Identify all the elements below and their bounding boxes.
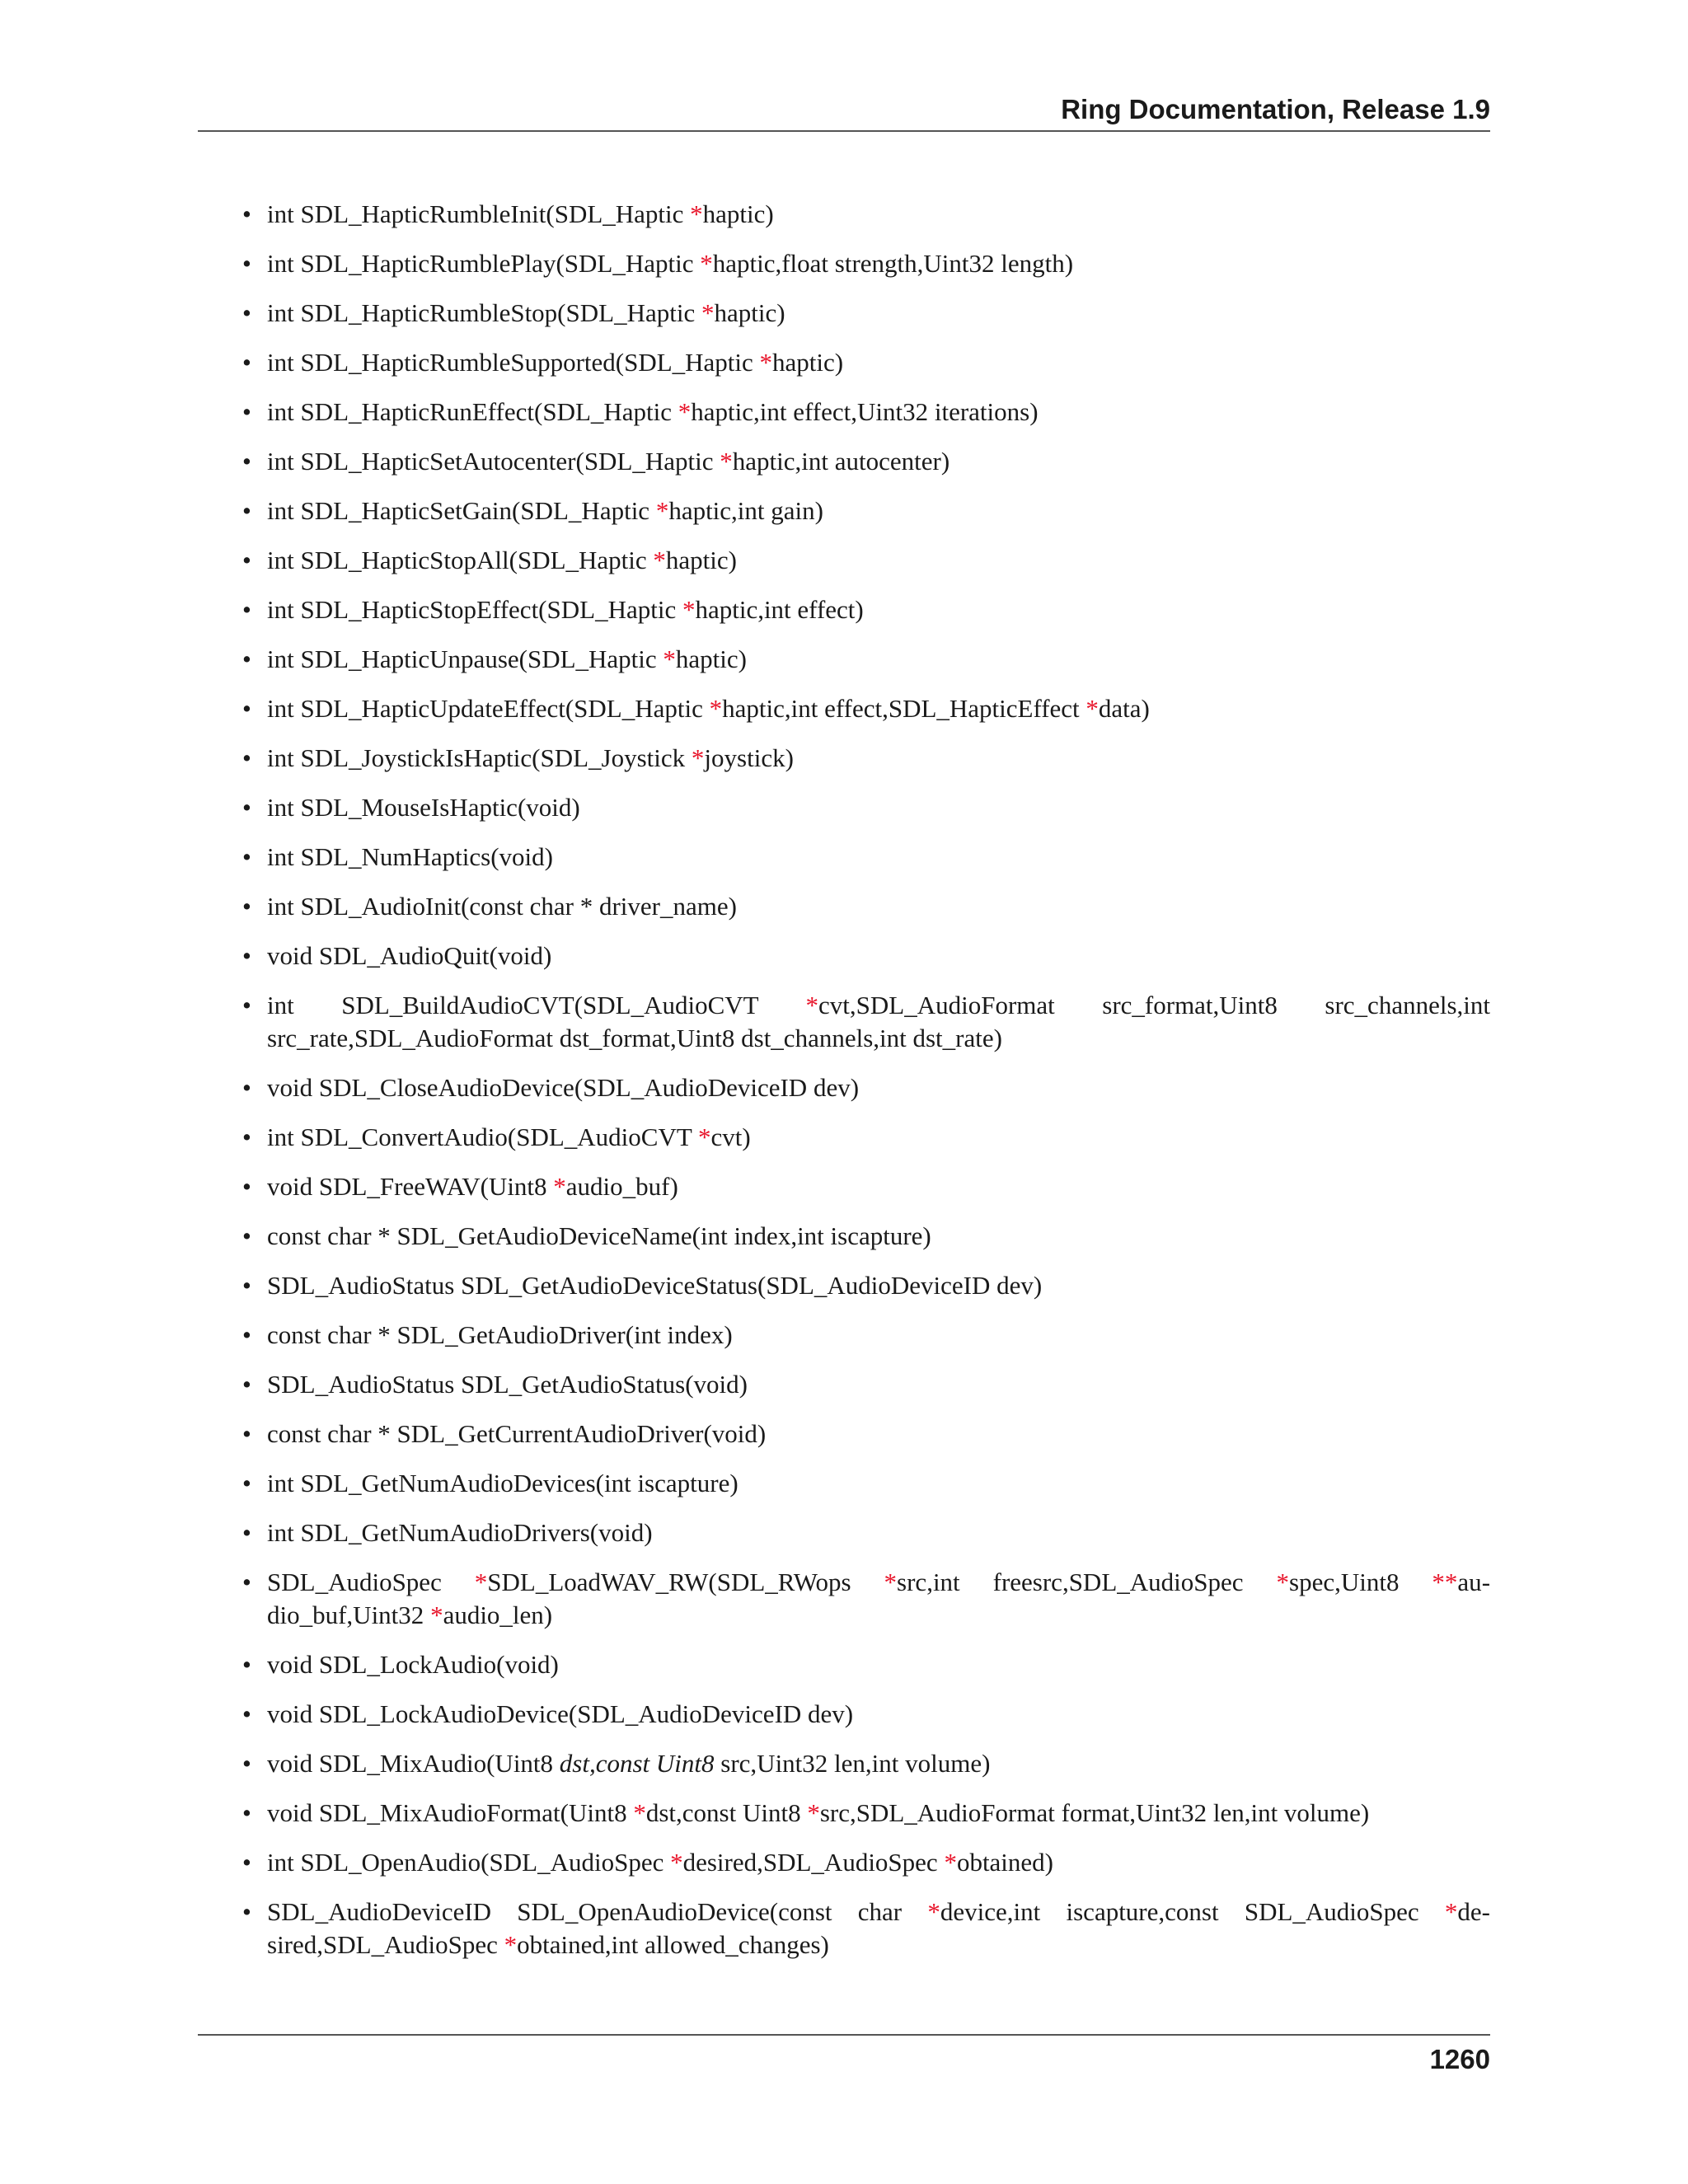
pointer-asterisk: * <box>690 199 703 228</box>
signature-text: haptic,int effect,Uint32 iterations) <box>691 397 1039 426</box>
pointer-asterisk: * <box>807 1798 820 1827</box>
list-item <box>242 1269 1490 1302</box>
signature-text: haptic) <box>714 298 785 327</box>
signature-text: const char * SDL_GetAudioDeviceName(int index,int iscapture) <box>267 1221 931 1250</box>
signature-text: src,Uint32 len,int volume) <box>714 1749 991 1778</box>
pointer-asterisk: * <box>553 1172 566 1201</box>
list-item <box>242 1170 1490 1203</box>
italic-text: dst,const Uint8 <box>559 1749 715 1778</box>
signature-text: haptic,int autocenter) <box>732 447 950 476</box>
pointer-asterisk: * <box>653 546 666 574</box>
signature-text: device,int iscapture,const SDL_AudioSpec <box>940 1897 1445 1926</box>
pointer-asterisk: * <box>678 397 692 426</box>
list-item <box>242 1896 1490 1961</box>
list-item <box>242 791 1490 824</box>
signature-text: audio_buf) <box>565 1172 678 1201</box>
list-item <box>242 1797 1490 1830</box>
pointer-asterisk: * <box>927 1897 940 1926</box>
signature-text: const char * SDL_GetAudioDriver(int index) <box>267 1320 733 1349</box>
pointer-asterisk: * <box>1085 694 1099 723</box>
signature-text: int SDL_HapticRumbleStop(SDL_Haptic <box>267 298 701 327</box>
signature-text: SDL_AudioStatus SDL_GetAudioDeviceStatus(SDL_AudioDeviceID dev) <box>267 1271 1043 1300</box>
pointer-asterisk: * <box>759 348 773 377</box>
signature-text: int SDL_HapticSetAutocenter(SDL_Haptic <box>267 447 720 476</box>
pointer-asterisk: * <box>1444 1897 1458 1926</box>
pointer-asterisk: * <box>884 1568 898 1596</box>
signature-text: SDL_AudioStatus SDL_GetAudioStatus(void) <box>267 1370 748 1399</box>
signature-text: int SDL_AudioInit(const char * driver_name) <box>267 892 737 921</box>
pointer-asterisk: * <box>701 298 715 327</box>
list-item <box>242 1698 1490 1731</box>
signature-text: int SDL_HapticRumbleInit(SDL_Haptic <box>267 199 691 228</box>
signature-text: obtained) <box>956 1848 1054 1877</box>
api-function-list <box>242 198 1490 1978</box>
page-header-title: Ring Documentation, Release 1.9 <box>1061 94 1490 124</box>
signature-text: void SDL_LockAudio(void) <box>267 1650 559 1679</box>
signature-text: void SDL_AudioQuit(void) <box>267 941 552 970</box>
list-item <box>242 1566 1490 1632</box>
list-item <box>242 692 1490 725</box>
header-rule <box>198 130 1490 132</box>
list-item <box>242 1747 1490 1780</box>
list-item <box>242 445 1490 478</box>
pointer-asterisk: * <box>698 1122 711 1151</box>
signature-text: haptic,int effect,SDL_HapticEffect <box>722 694 1086 723</box>
signature-text: obtained,int allowed_changes) <box>517 1930 829 1959</box>
signature-text: void SDL_MixAudio(Uint8 <box>267 1749 560 1778</box>
list-item <box>242 1319 1490 1352</box>
footer-rule <box>198 2034 1490 2036</box>
pointer-asterisk: * <box>691 743 705 772</box>
pointer-asterisk: * <box>700 249 713 278</box>
signature-text: int SDL_HapticStopAll(SDL_Haptic <box>267 546 654 574</box>
list-item <box>242 544 1490 577</box>
signature-text: int SDL_NumHaptics(void) <box>267 842 553 871</box>
pointer-asterisk: * <box>805 991 819 1019</box>
signature-text: spec,Uint8 <box>1289 1568 1432 1596</box>
signature-text: int SDL_HapticSetGain(SDL_Haptic <box>267 496 656 525</box>
signature-text: desired,SDL_AudioSpec <box>267 1897 1490 1959</box>
signature-text: cvt) <box>710 1122 751 1151</box>
signature-text: audio_len) <box>443 1601 553 1629</box>
signature-text: void SDL_CloseAudioDevice(SDL_AudioDeviceID dev) <box>267 1073 860 1102</box>
list-item <box>242 297 1490 330</box>
signature-text: haptic,int gain) <box>668 496 823 525</box>
list-item <box>242 593 1490 626</box>
list-item <box>242 247 1490 280</box>
signature-text: data) <box>1098 694 1150 723</box>
signature-text: int SDL_JoystickIsHaptic(SDL_Joystick <box>267 743 692 772</box>
list-item <box>242 346 1490 379</box>
pointer-asterisk: * <box>709 694 723 723</box>
list-item <box>242 1846 1490 1879</box>
pointer-asterisk: * <box>633 1798 646 1827</box>
signature-text: const char * SDL_GetCurrentAudioDriver(void) <box>267 1419 767 1448</box>
signature-text: SDL_AudioSpec <box>267 1568 475 1596</box>
signature-text: void SDL_LockAudioDevice(SDL_AudioDeviceID dev) <box>267 1699 854 1728</box>
list-item <box>242 890 1490 923</box>
signature-text: desired,SDL_AudioSpec <box>682 1848 945 1877</box>
pointer-asterisk: * <box>670 1848 683 1877</box>
pointer-asterisk: * <box>655 496 669 525</box>
signature-text: int SDL_HapticStopEffect(SDL_Haptic <box>267 595 682 624</box>
list-item <box>242 643 1490 676</box>
signature-text: int SDL_HapticUpdateEffect(SDL_Haptic <box>267 694 710 723</box>
signature-text: int SDL_HapticRumblePlay(SDL_Haptic <box>267 249 701 278</box>
signature-text: int SDL_HapticUnpause(SDL_Haptic <box>267 644 663 673</box>
signature-text: audio_buf,Uint32 <box>267 1568 1491 1629</box>
signature-text: int SDL_GetNumAudioDevices(int iscapture) <box>267 1469 738 1497</box>
signature-text: int SDL_HapticRunEffect(SDL_Haptic <box>267 397 678 426</box>
pointer-asterisk: * <box>474 1568 488 1596</box>
signature-text: cvt,SDL_AudioFormat src_format,Uint8 src_channels,int src_rate,SDL_AudioFormat dst_format,Uint8 dst_channels,int dst_rate) <box>267 991 1490 1052</box>
signature-text: src,SDL_AudioFormat format,Uint32 len,int volume) <box>819 1798 1370 1827</box>
pointer-asterisk: * <box>504 1930 518 1959</box>
list-item <box>242 989 1490 1055</box>
pointer-asterisk: ** <box>1432 1568 1458 1596</box>
signature-text: src,int freesrc,SDL_AudioSpec <box>897 1568 1277 1596</box>
list-item <box>242 198 1490 231</box>
pointer-asterisk: * <box>720 447 733 476</box>
list-item <box>242 841 1490 874</box>
list-item <box>242 742 1490 775</box>
signature-text: int SDL_GetNumAudioDrivers(void) <box>267 1518 653 1547</box>
pointer-asterisk: * <box>682 595 696 624</box>
signature-text: joystick) <box>704 743 794 772</box>
signature-text: haptic) <box>772 348 844 377</box>
pointer-asterisk: * <box>430 1601 443 1629</box>
pointer-asterisk: * <box>1276 1568 1289 1596</box>
signature-text: int SDL_HapticRumbleSupported(SDL_Haptic <box>267 348 760 377</box>
pointer-asterisk: * <box>944 1848 957 1877</box>
signature-text: int SDL_OpenAudio(SDL_AudioSpec <box>267 1848 671 1877</box>
signature-text: int SDL_ConvertAudio(SDL_AudioCVT <box>267 1122 698 1151</box>
list-item <box>242 1516 1490 1549</box>
signature-text: int SDL_BuildAudioCVT(SDL_AudioCVT <box>267 991 806 1019</box>
list-item <box>242 1467 1490 1500</box>
signature-text: int SDL_MouseIsHaptic(void) <box>267 793 580 822</box>
list-item <box>242 396 1490 429</box>
signature-text: dst,const Uint8 <box>645 1798 808 1827</box>
signature-text: haptic,float strength,Uint32 length) <box>712 249 1074 278</box>
signature-text: void SDL_FreeWAV(Uint8 <box>267 1172 554 1201</box>
signature-text: haptic) <box>665 546 737 574</box>
list-item <box>242 494 1490 527</box>
signature-text: haptic,int effect) <box>695 595 864 624</box>
signature-text: haptic) <box>675 644 747 673</box>
list-item <box>242 1121 1490 1154</box>
list-item <box>242 1418 1490 1451</box>
page-number: 1260 <box>1429 2044 1490 2074</box>
signature-text: SDL_LoadWAV_RW(SDL_RWops <box>487 1568 884 1596</box>
list-item <box>242 1220 1490 1253</box>
list-item <box>242 940 1490 972</box>
list-item <box>242 1648 1490 1681</box>
list-item <box>242 1071 1490 1104</box>
signature-text: SDL_AudioDeviceID SDL_OpenAudioDevice(const char <box>267 1897 928 1926</box>
list-item <box>242 1368 1490 1401</box>
signature-text: haptic) <box>702 199 774 228</box>
pointer-asterisk: * <box>663 644 676 673</box>
signature-text: void SDL_MixAudioFormat(Uint8 <box>267 1798 634 1827</box>
